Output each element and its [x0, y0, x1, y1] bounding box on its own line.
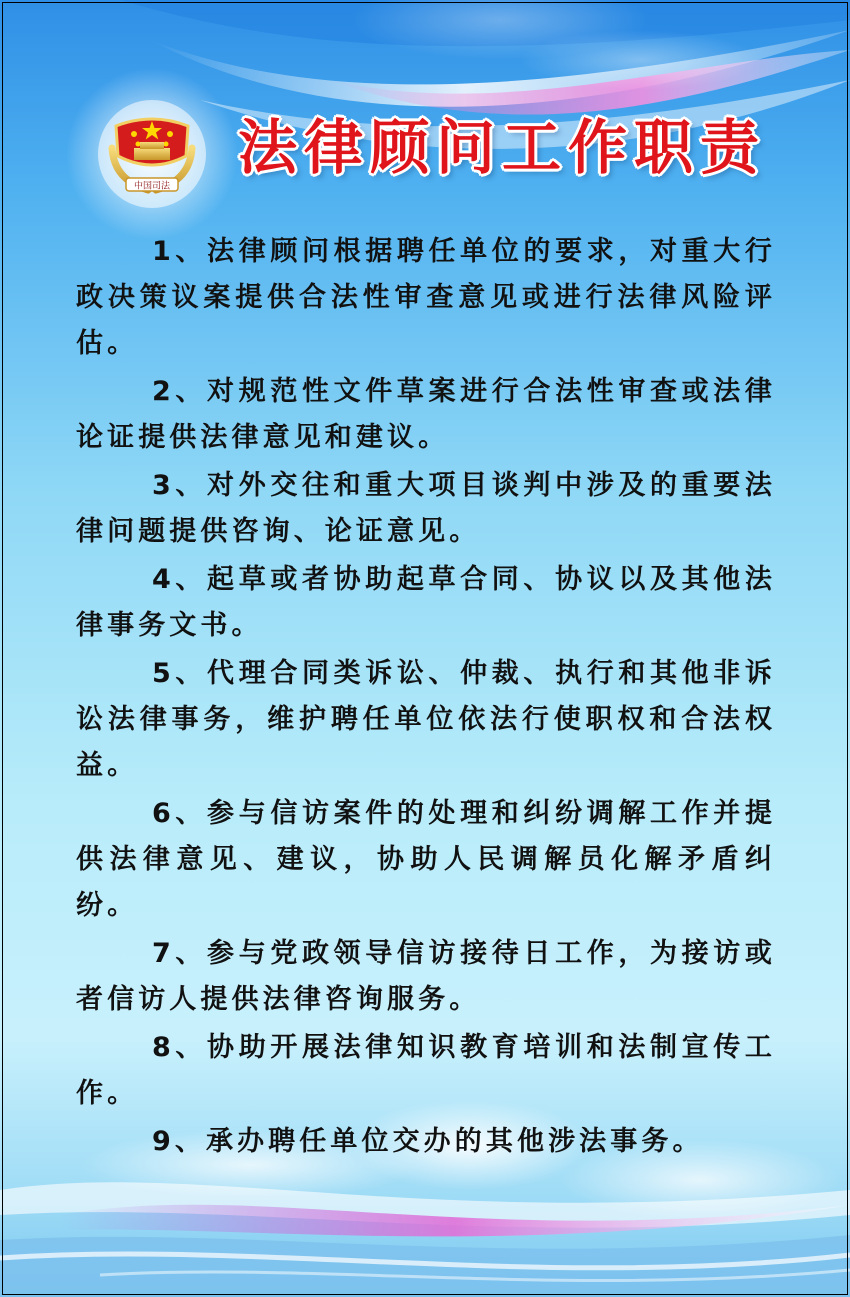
duty-item: 9、承办聘任单位交办的其他涉法事务。	[152, 1126, 704, 1157]
duty-item: 4、起草或者协助起草合同、协议以及其他法律事务文书。	[76, 564, 776, 641]
duty-item: 7、参与党政领导信访接待日工作，为接访或者信访人提供法律咨询服务。	[76, 938, 776, 1015]
duty-item: 5、代理合同类诉讼、仲裁、执行和其他非诉讼法律事务，维护聘任单位依法行使职权和合法权益。	[76, 658, 776, 781]
page-title: 法律顾问工作职责	[238, 113, 767, 182]
duties-list	[76, 229, 776, 1167]
duty-item: 3、对外交往和重大项目谈判中涉及的重要法律问题提供咨询、论证意见。	[76, 470, 776, 547]
duty-item: 2、对规范性文件草案进行合法性审查或法律论证提供法律意见和建议。	[76, 376, 776, 453]
emblem-text: 中国司法	[133, 181, 171, 192]
duty-item: 8、协助开展法律知识教育培训和法制宣传工作。	[76, 1032, 776, 1109]
duty-item: 1、法律顾问根据聘任单位的要求，对重大行政决策议案提供合法性审查意见或进行法律风险评估。	[76, 236, 776, 359]
emblem-icon	[96, 98, 208, 210]
duty-item: 6、参与信访案件的处理和纠纷调解工作并提供法律意见、建议，协助人民调解员化解矛盾纠纷。	[76, 798, 776, 921]
